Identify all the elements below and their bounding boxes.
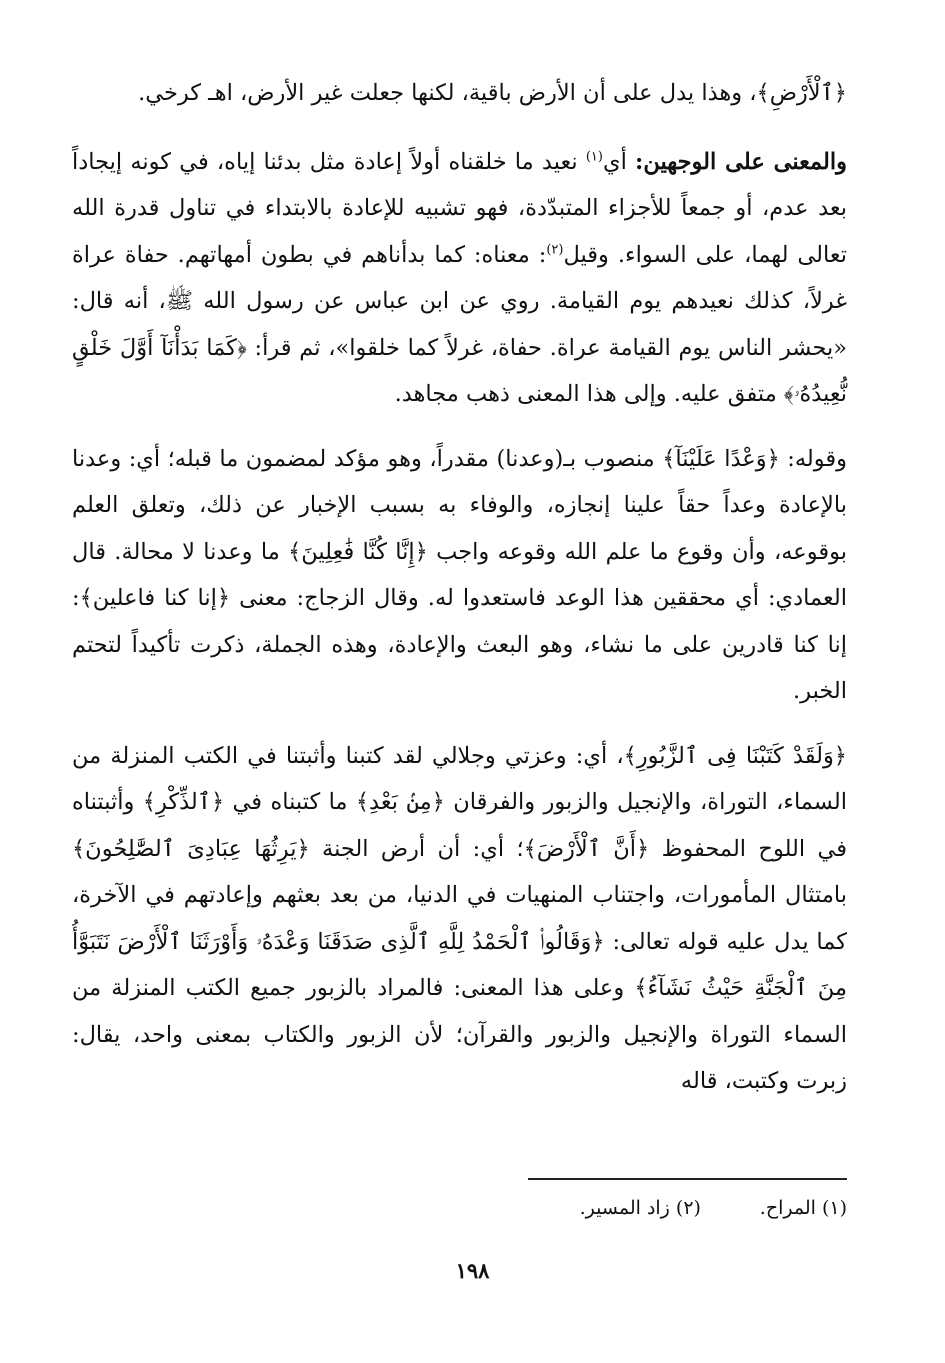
footnote-ref-1: (١) [585,149,603,164]
footnote-1: (١) المراح. [759,1197,847,1219]
paragraph-2-part-c: : معناه: كما بدأناهم في بطون أمهاتهم. حفاة عراة غرلاً، كذلك نعيدهم يوم القيامة. روي عن ابن عباس عن رسول الله ﷺ، أنه قال: «يحشر الناس يوم القيامة عراة. حفاة، غرلاً كما خلقوا»، ثم قرأ: ﴿كَمَا بَدَأْنَآ أَوَّلَ خَلْقٍ نُّعِيدُهُۥ﴾ متفق عليه. وإلى هذا المعنى ذهب مجاهد. [72,241,847,407]
paragraph-2-part-a: أي [602,148,636,175]
page-body [72,70,847,1123]
footnote-2: (٢) زاد المسير. [579,1197,701,1219]
page-number: ١٩٨ [455,1258,490,1283]
paragraph-1-text: ﴿ٱلْأَرْضِ﴾، وهذا يدل على أن الأرض باقية، لكنها جعلت غير الأرض، اهـ كرخي. [138,80,847,106]
paragraph-1 [72,70,847,117]
paragraph-2-lead: والمعنى على الوجهين: [635,148,848,175]
paragraph-4 [72,733,847,1105]
paragraph-4-text: ﴿وَلَقَدْ كَتَبْنَا فِى ٱلزَّبُورِ﴾، أي: وعزتي وجلالي لقد كتبنا وأثبتنا في الكتب المنزلة من السماء، التوراة، والإنجيل والزبور والفرقان ﴿مِنۢ بَعْدِ﴾ ما كتبناه في ﴿ٱلذِّكْرِ﴾ وأثبتناه في اللوح المحفوظ ﴿أَنَّ ٱلْأَرْضَ﴾؛ أي: أن أرض الجنة ﴿يَرِثُهَا عِبَادِىَ ٱلصَّٰلِحُونَ﴾ بامتثال المأمورات، واجتناب المنهيات في الدنيا، من بعد بعثهم وإعادتهم في الآخرة، كما يدل عليه قوله تعالى: ﴿وَقَالُوا۟ ٱلْحَمْدُ لِلَّهِ ٱلَّذِى صَدَقَنَا وَعْدَهُۥ وَأَوْرَثَنَا ٱلْأَرْضَ نَتَبَوَّأُ مِنَ ٱلْجَنَّةِ حَيْثُ نَشَآءُ﴾ وعلى هذا المعنى: فالمراد بالزبور جميع الكتب المنزلة من السماء التوراة والإنجيل والزبور والقرآن؛ لأن الزبور والكتاب بمعنى واحد، يقال: زبرت وكتبت، قاله [72,742,847,1094]
paragraph-2-part-b: نعيد ما خلقناه أولاً إعادة مثل بدئنا إياه، في كونه إيجاداً بعد عدم، أو جمعاً للأجزاء المتبدّدة، فهو تشبيه للإعادة بالابتداء في تناول قدرة الله تعالى لهما، على السواء. وقيل [72,148,848,268]
paragraph-2 [72,139,847,418]
footnote-ref-2: (٢) [546,242,564,257]
paragraph-3-text: وقوله: ﴿وَعْدًا عَلَيْنَآ﴾ منصوب بـ(وعدنا) مقدراً، وهو مؤكد لمضمون ما قبله؛ أي: وعدنا بالإعادة وعداً حقاً علينا إنجازه، والوفاء به بسبب الإخبار عن ذلك، وتعلق العلم بوقوعه، وأن وقوع ما علم الله وقوعه واجب ﴿إِنَّا كُنَّا فَٰعِلِينَ﴾ ما وعدنا لا محالة. قال العمادي: أي محققين هذا الوعد فاستعدوا له. وقال الزجاج: معنى ﴿إنا كنا فاعلين﴾: إنا كنا قادرين على ما نشاء، وهو البعث والإعادة، وهذه الجملة، ذكرت تأكيداً لتحتم الخبر. [72,445,847,704]
footnote-separator [528,1178,847,1180]
footnotes [72,1192,847,1224]
paragraph-3 [72,436,847,715]
